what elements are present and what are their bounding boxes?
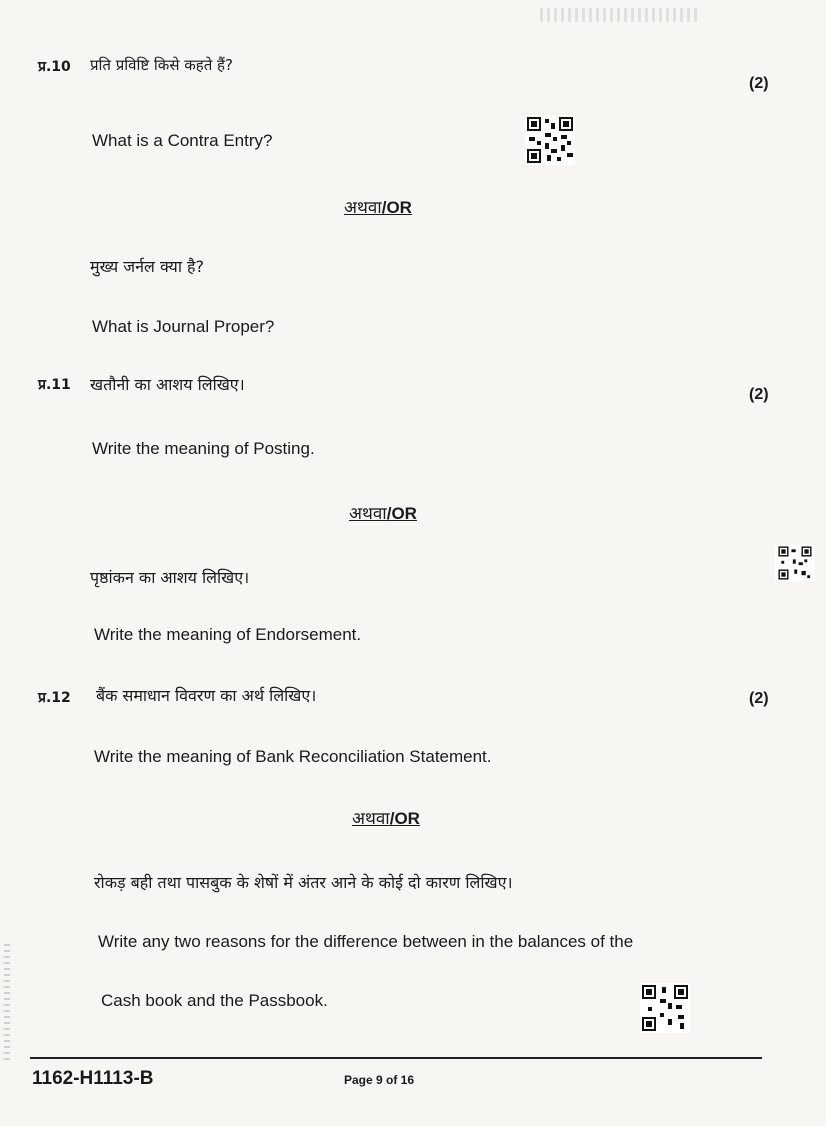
question-marks: (2) xyxy=(749,690,769,707)
page-number: Page 9 of 16 xyxy=(344,1073,415,1087)
question-text-english: Write the meaning of Bank Reconciliation Statement. xyxy=(94,747,492,766)
question-number: प्र.12 xyxy=(38,690,71,706)
question-text-hindi: बैंक समाधान विवरण का अर्थ लिखिए। xyxy=(96,686,317,705)
or-slash: / xyxy=(389,809,395,828)
scan-artifact xyxy=(540,8,700,22)
alternative-text-english: Write the meaning of Endorsement. xyxy=(94,625,362,644)
or-separator xyxy=(349,501,417,524)
question-marks: (2) xyxy=(749,386,769,403)
qr-code-icon xyxy=(775,545,815,581)
alternative-text-english: What is Journal Proper? xyxy=(92,317,275,336)
or-separator xyxy=(344,195,412,218)
or-slash: / xyxy=(381,198,387,217)
question-text-english: What is a Contra Entry? xyxy=(92,131,273,150)
question-marks: (2) xyxy=(749,75,769,92)
or-english: OR xyxy=(391,504,417,523)
qr-code-icon xyxy=(525,115,575,165)
paper-code: 1162-H1113-B xyxy=(32,1068,154,1089)
or-slash: / xyxy=(386,504,392,523)
question-number: प्र.11 xyxy=(38,377,71,393)
question-number: प्र.10 xyxy=(38,59,71,75)
alternative-text-english: Write any two reasons for the difference between in the balances of the xyxy=(98,932,634,951)
or-english: OR xyxy=(394,809,420,828)
footer-divider xyxy=(30,1057,762,1059)
or-english: OR xyxy=(386,198,412,217)
alternative-text-hindi: मुख्य जर्नल क्या है? xyxy=(90,257,205,276)
question-text-english: Write the meaning of Posting. xyxy=(92,439,315,458)
or-hindi: अथवा xyxy=(344,198,382,218)
question-text-hindi: प्रति प्रविष्टि किसे कहते हैं? xyxy=(90,56,233,74)
or-hindi: अथवा xyxy=(349,504,387,524)
or-separator xyxy=(352,806,420,829)
scan-artifact xyxy=(4,940,10,1060)
alternative-text-english: Cash book and the Passbook. xyxy=(101,991,328,1010)
question-text-hindi: खतौनी का आशय लिखिए। xyxy=(90,375,245,394)
or-hindi: अथवा xyxy=(352,809,390,829)
alternative-text-hindi: पृष्ठांकन का आशय लिखिए। xyxy=(90,568,250,587)
alternative-text-hindi: रोकड़ बही तथा पासबुक के शेषों में अंतर आने के कोई दो कारण लिखिए। xyxy=(94,873,513,892)
qr-code-icon xyxy=(640,983,690,1033)
